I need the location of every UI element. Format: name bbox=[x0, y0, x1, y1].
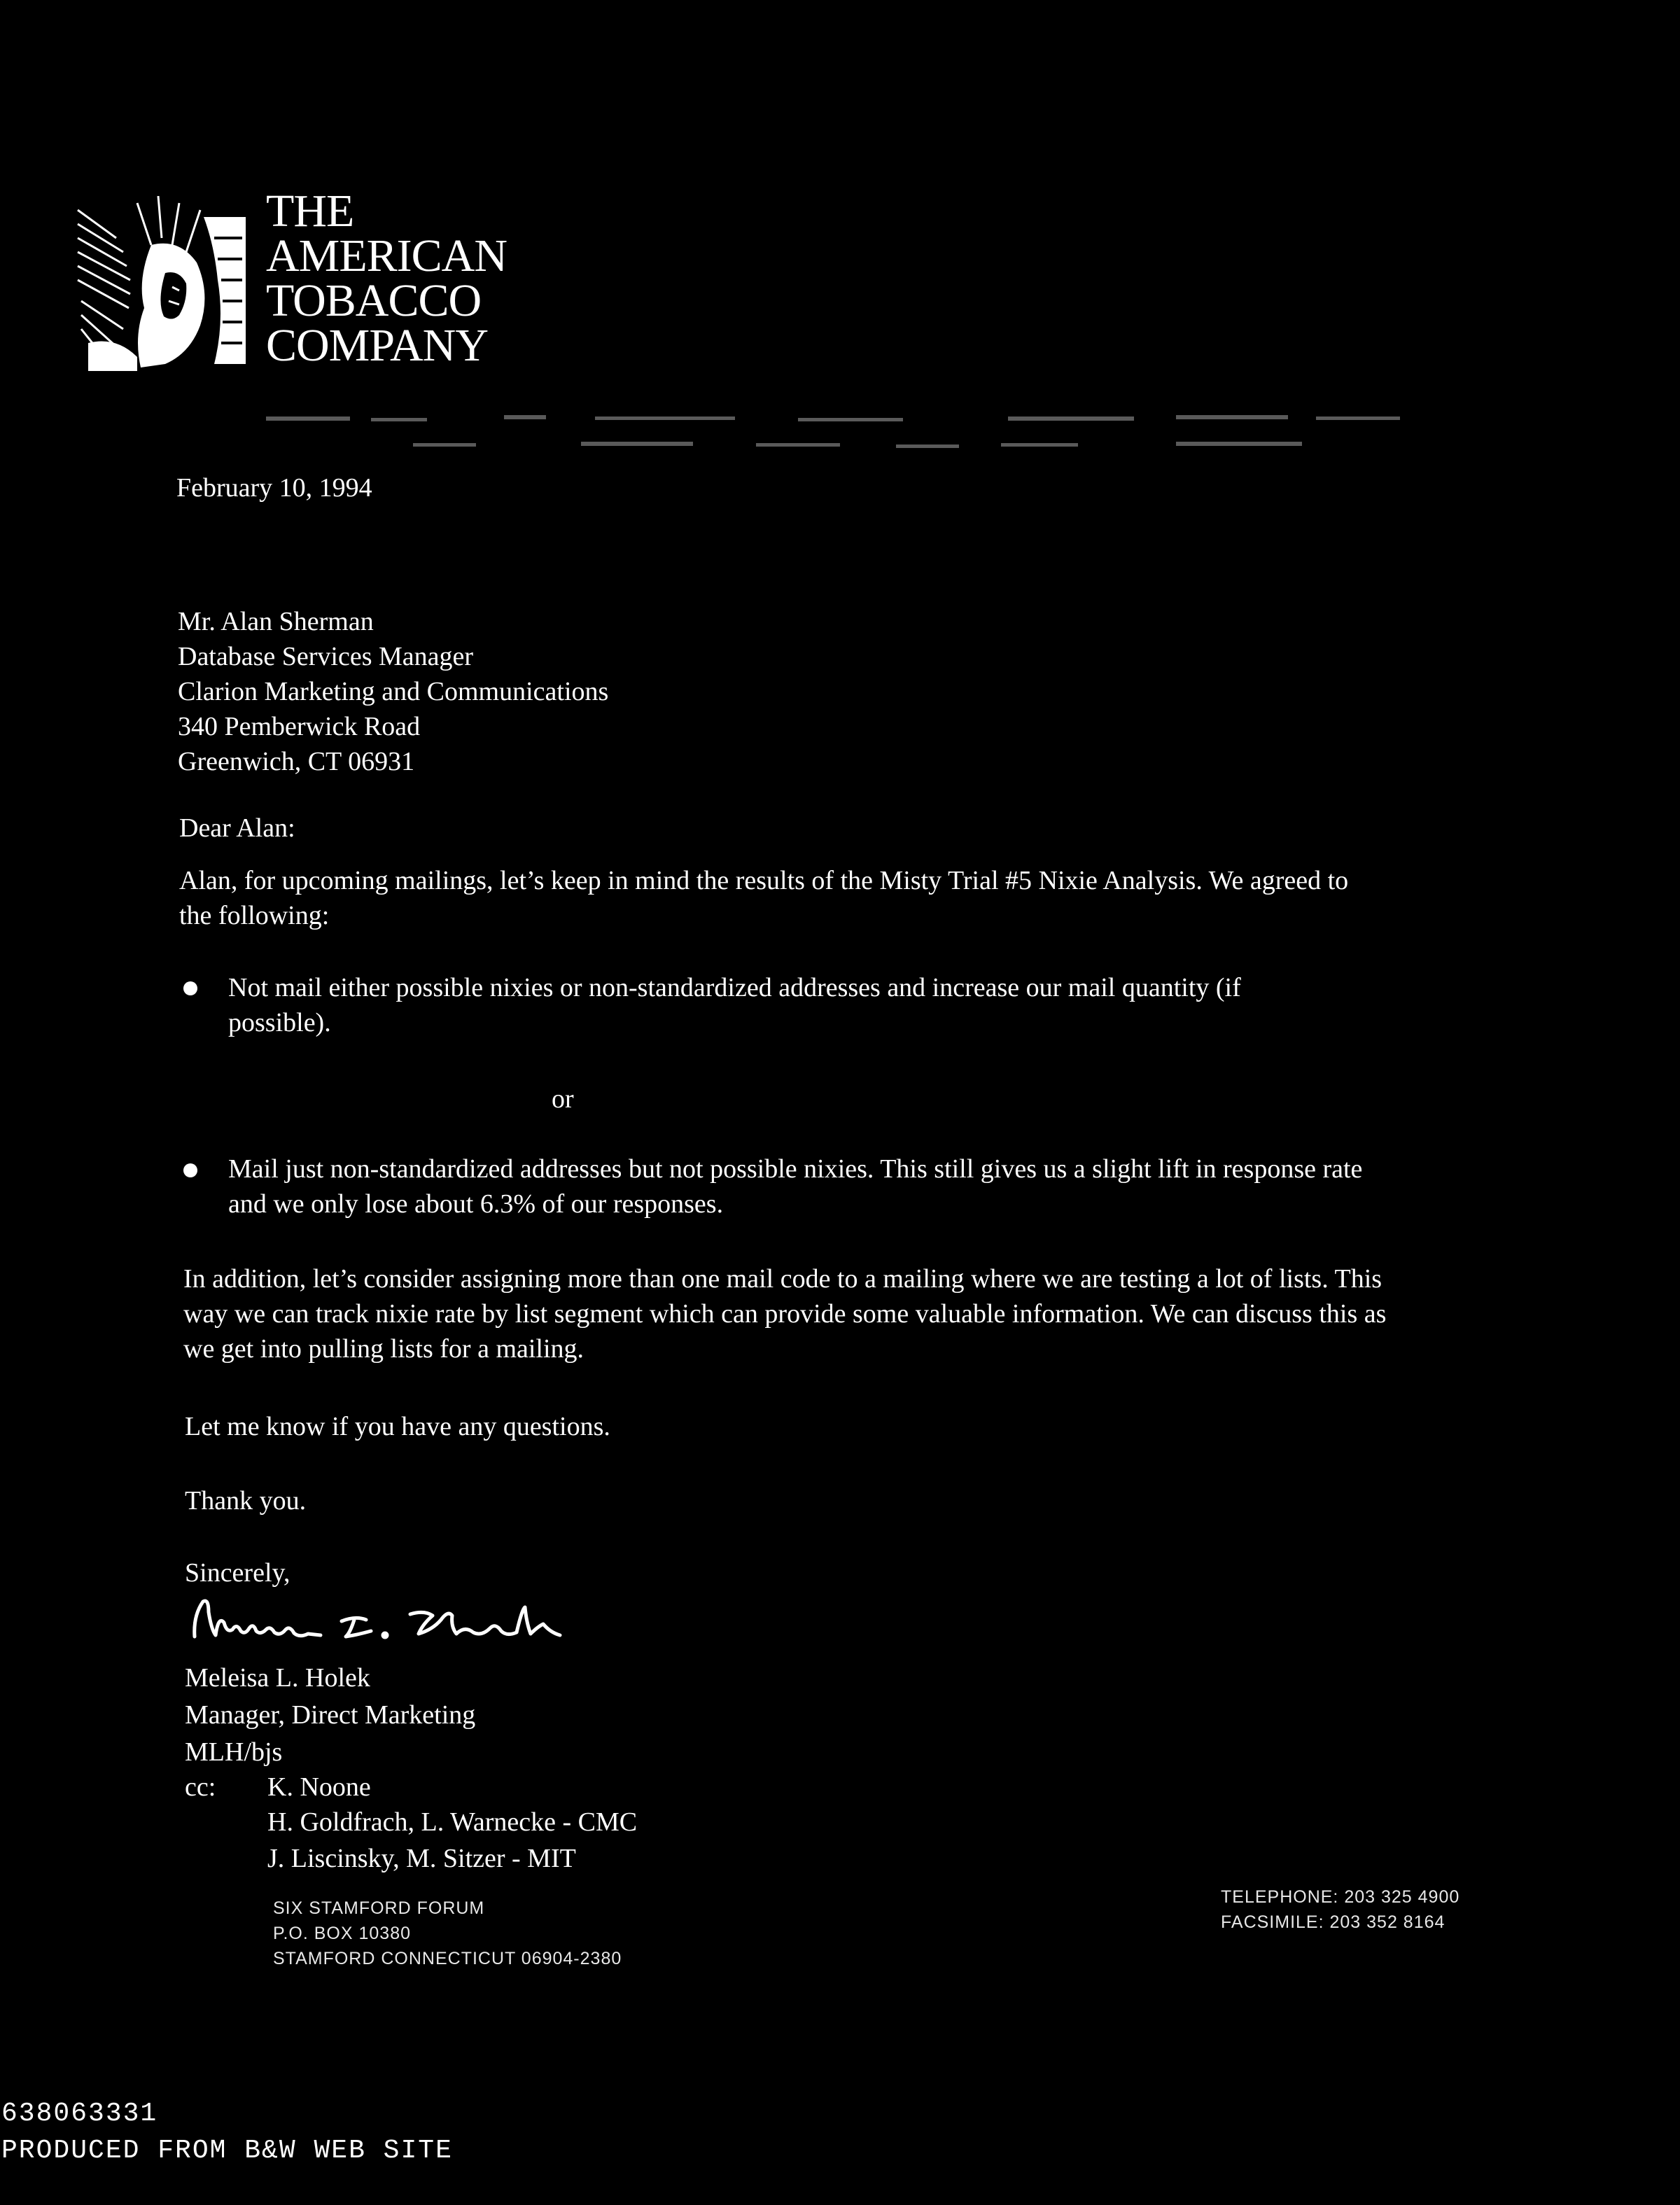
questions-line: Let me know if you have any questions. bbox=[185, 1412, 610, 1441]
company-name-line-2: AMERICAN bbox=[266, 230, 507, 281]
or-separator: or bbox=[552, 1084, 574, 1114]
cc-recipient-3: J. Liscinsky, M. Sitzer - MIT bbox=[267, 1844, 576, 1873]
company-name-line-4: COMPANY bbox=[266, 320, 489, 371]
company-logo-icon bbox=[74, 196, 249, 371]
recipient-name: Mr. Alan Sherman bbox=[178, 607, 374, 636]
thanks-line: Thank you. bbox=[185, 1486, 307, 1516]
recipient-title: Database Services Manager bbox=[178, 642, 474, 671]
addition-paragraph: In addition, let’s consider assigning more than one mail code to a mailing where we are testing a lot of lists. This way we can track nixie rate by list segment which can provide some valuable information. We can discuss this as we get into pulling lists for a mailing. bbox=[183, 1264, 1387, 1364]
cc-recipient-2: H. Goldfrach, L. Warnecke - CMC bbox=[267, 1807, 638, 1837]
sender-initials: MLH/bjs bbox=[185, 1737, 283, 1767]
cc-recipient-1: K. Noone bbox=[267, 1772, 371, 1802]
bullet-dot-icon bbox=[183, 981, 197, 995]
sender-title: Manager, Direct Marketing bbox=[185, 1700, 476, 1730]
footer-address-line-1: SIX STAMFORD FORUM bbox=[273, 1898, 485, 1918]
company-name-line-3: TOBACCO bbox=[266, 275, 482, 326]
intro-paragraph: Alan, for upcoming mailings, let’s keep in mind the results of the Misty Trial #5 Nixie Analysis. We agreed to the following: bbox=[179, 866, 1349, 930]
company-name-line-1: THE bbox=[266, 186, 354, 237]
recipient-city: Greenwich, CT 06931 bbox=[178, 747, 415, 776]
source-note: PRODUCED FROM B&W WEB SITE bbox=[1, 2136, 453, 2166]
bullet-option-2: Mail just non-standardized addresses but not possible nixies. This still gives us a slight lift in response rate and we only lose about 6.3% of our responses. bbox=[228, 1154, 1363, 1219]
company-name bbox=[266, 186, 507, 371]
footer-facsimile: FACSIMILE: 203 352 8164 bbox=[1221, 1912, 1446, 1932]
letter-date: February 10, 1994 bbox=[176, 473, 372, 503]
footer-address-line-3: STAMFORD CONNECTICUT 06904-2380 bbox=[273, 1949, 622, 1968]
bullet-dot-icon bbox=[183, 1163, 197, 1177]
sender-name: Meleisa L. Holek bbox=[185, 1663, 370, 1693]
recipient-company: Clarion Marketing and Communications bbox=[178, 677, 609, 706]
document-id: 638063331 bbox=[1, 2099, 158, 2129]
recipient-street: 340 Pemberwick Road bbox=[178, 712, 421, 741]
faded-letterhead-print bbox=[266, 410, 1456, 472]
salutation: Dear Alan: bbox=[179, 813, 295, 843]
cc-label: cc: bbox=[185, 1772, 216, 1802]
bullet-option-1: Not mail either possible nixies or non-standardized addresses and increase our mail quantity (if possible). bbox=[228, 973, 1241, 1037]
closing: Sincerely, bbox=[185, 1558, 290, 1588]
footer-address-line-2: P.O. BOX 10380 bbox=[273, 1924, 411, 1943]
footer-telephone: TELEPHONE: 203 325 4900 bbox=[1221, 1887, 1460, 1907]
handwritten-signature bbox=[188, 1595, 608, 1651]
